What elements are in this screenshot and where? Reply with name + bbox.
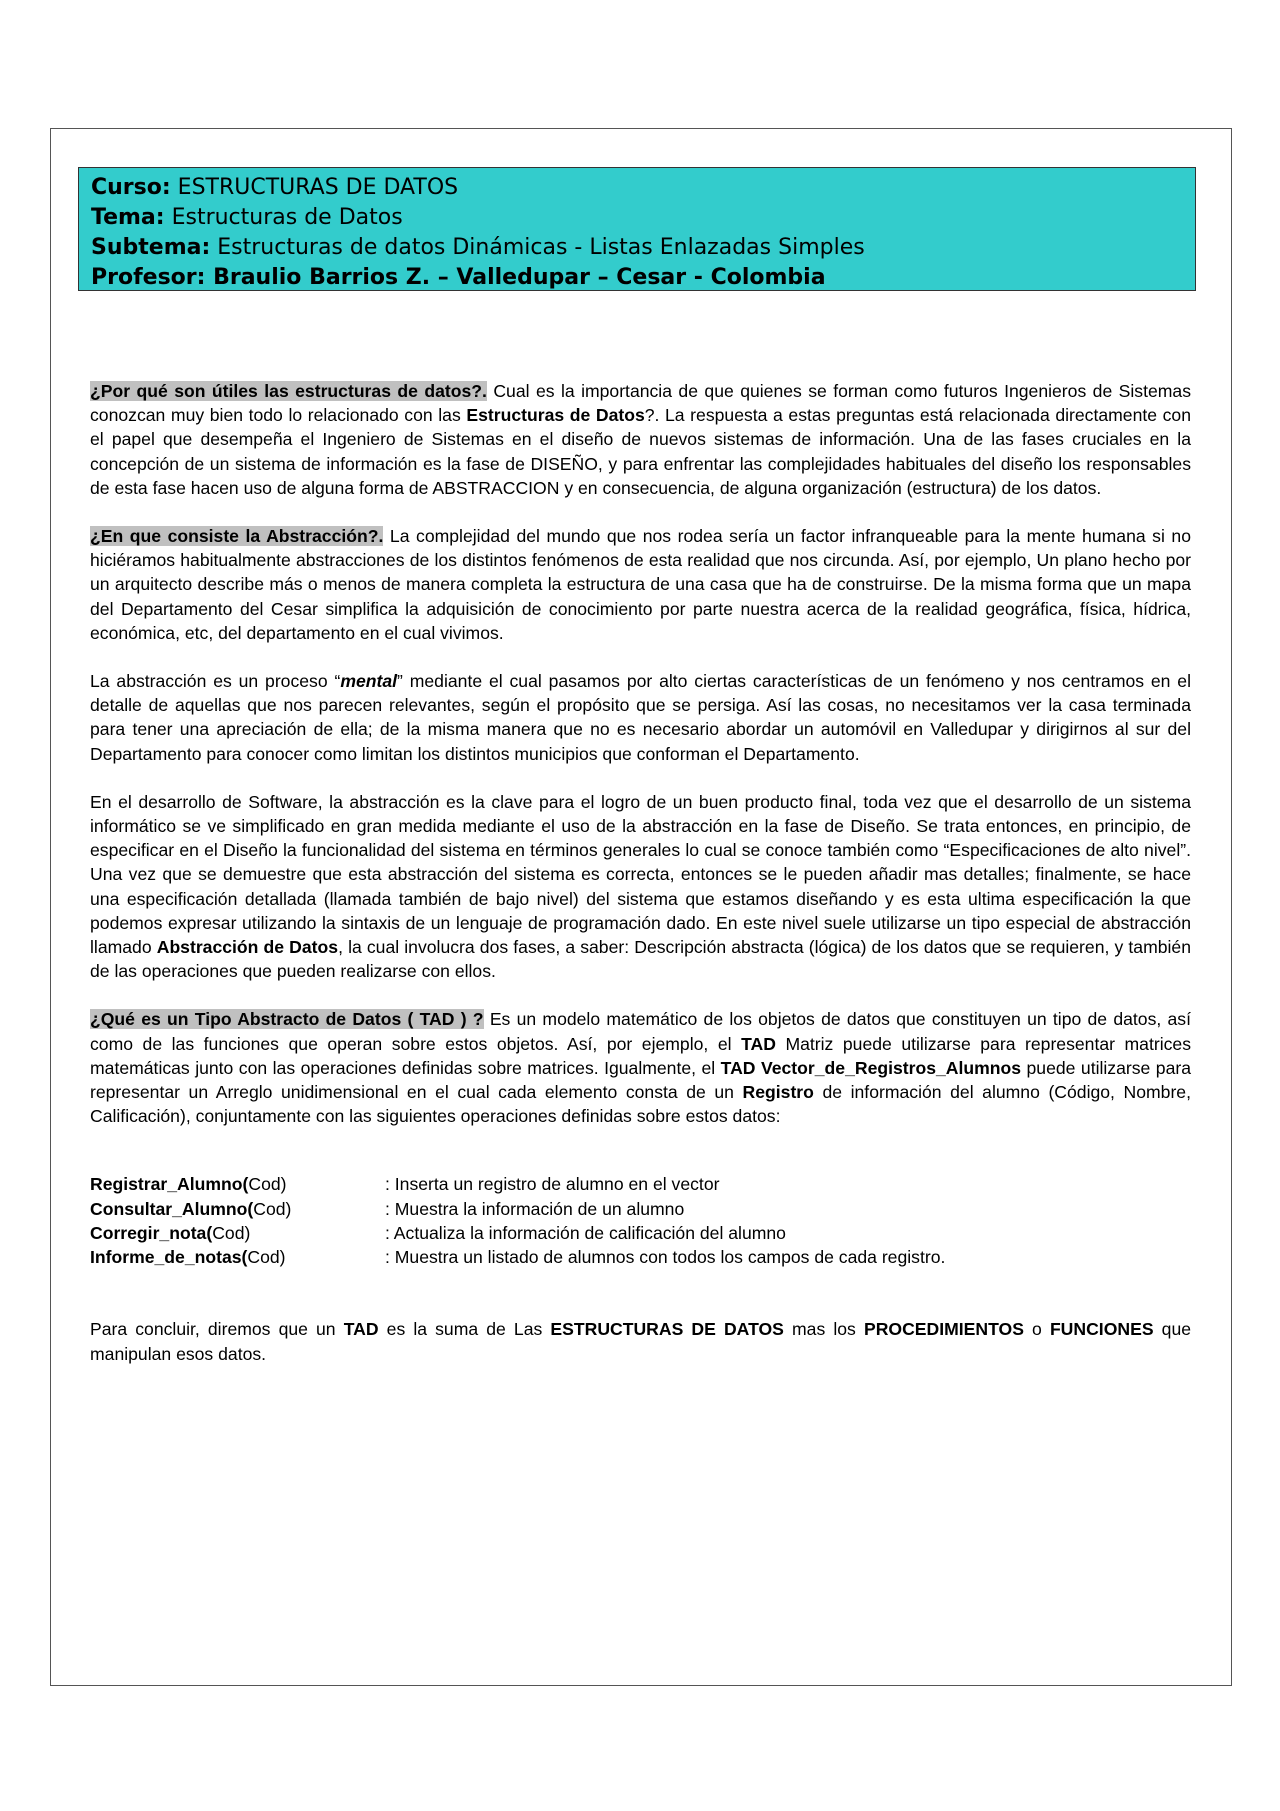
bold-term: Abstracción de Datos [156, 937, 339, 958]
operation-arg: Cod) [212, 1222, 251, 1243]
bold-term: TAD [741, 1033, 776, 1054]
question-highlight: ¿Por qué son útiles las estructuras de datos?. [90, 381, 487, 401]
question-highlight: ¿Qué es un Tipo Abstracto de Datos ( TAD ) ? [90, 1009, 484, 1030]
topic-row [91, 203, 1183, 233]
topic-value: Estructuras de Datos [171, 205, 403, 230]
subtopic-row [91, 233, 1183, 263]
operation-name: Registrar_Alumno( [90, 1174, 249, 1195]
paragraph-conclusion [90, 1317, 1191, 1365]
paragraph-text: La complejidad del mundo que nos rodea sería un factor infranqueable para la mente humana si no hiciéramos habitualmente abstracciones de los distintos fenómenos de esta realidad que nos circunda. Así, por ejemplo, Un plano hecho por un arquitecto describe más o menos de manera completa la estructura de una casa que ha de construirse. De la misma forma que un mapa del Departamento del Cesar simplifica la adquisición de conocimiento por parte nuestra acerca de la realidad geográfica, física, hídrica, económica, etc, del departamento en el cual vivimos. [90, 526, 1191, 643]
bold-term: ESTRUCTURAS DE DATOS [550, 1319, 784, 1340]
paragraph-text: que manipulan esos datos. [90, 1319, 1192, 1364]
course-label: Curso: [91, 175, 171, 200]
bold-term: PROCEDIMIENTOS [863, 1319, 1024, 1340]
operations-list [90, 1172, 1191, 1269]
operation-name: Corregir_nota( [90, 1222, 213, 1243]
subtopic-value: Estructuras de datos Dinámicas - Listas Enlazadas Simples [217, 235, 865, 260]
operation-description: : Muestra la información de un alumno [385, 1198, 685, 1219]
paragraph-text: Matriz puede utilizarse para representar matrices matemáticas junto con las operaciones definidas sobre matrices. Igualmente, el [90, 1033, 1191, 1078]
paragraph-text: Cual es la importancia de que quienes se forman como futuros Ingenieros de Sistemas conozcan muy bien todo lo relacionado con las [90, 381, 1191, 426]
professor-line: Profesor: Braulio Barrios Z. – Valledupar – Cesar - Colombia [91, 265, 826, 290]
paragraph-text: En el desarrollo de Software, la abstracción es la clave para el logro de un buen producto final, toda vez que el desarrollo de un sistema informático se ve simplificado en gran medida mediante el uso de la abstracción en la fase de Diseño. Se trata entonces, en principio, de especificar en el Diseño la funcionalidad del sistema en términos generales lo cual se conoce también como “Especificaciones de alto nivel”. Una vez que se demuestre que esta abstracción del sistema es correcta, entonces se le pueden añadir mas detalles; finalmente, se hace una especificación detallada (llamada también de bajo nivel) del sistema que estamos diseñando y es esta ultima especificación la que podemos expresar utilizando la sintaxis de un lenguaje de programación dado. En este nivel suele utilizarse un tipo especial de abstracción llamado [90, 791, 1191, 958]
operation-arg: Cod) [253, 1198, 292, 1219]
paragraph-why-data-structures [90, 379, 1191, 500]
paragraph-text: ?. La respuesta a estas preguntas está relacionada directamente con el papel que desempeña el Ingeniero de Sistemas en el diseño de nuevos sistemas de información. Una de las fases cruciales en la concepción de un sistema de información es la fase de DISEÑO, y para enfrentar las complejidades habituales del diseño los responsables de esta fase hacen uso de alguna forma de ABSTRACCION y en consecuencia, de alguna organización (estructura) de los datos. [90, 405, 1192, 498]
operation-row [90, 1197, 1191, 1221]
paragraph-text: Es un modelo matemático de los objetos de datos que constituyen un tipo de datos, así como de las funciones que operan sobre estos objetos. Así, por ejemplo, el [90, 1009, 1191, 1054]
paragraph-software-abstraction [90, 790, 1191, 984]
operation-description: : Muestra un listado de alumnos con todos los campos de cada registro. [385, 1247, 946, 1268]
paragraph-tad-definition [90, 1007, 1191, 1128]
operation-row [90, 1221, 1191, 1245]
question-highlight: ¿En que consiste la Abstracción?. [90, 526, 384, 547]
operation-name: Consultar_Alumno( [90, 1198, 254, 1219]
bold-term: Registro [742, 1082, 814, 1103]
operation-name: Informe_de_notas( [90, 1247, 248, 1268]
paragraph-text: puede utilizarse para representar un Arreglo unidimensional en el cual cada elemento consta de un [90, 1057, 1192, 1103]
paragraph-text: mas los [783, 1319, 864, 1340]
topic-label: Tema: [91, 205, 165, 230]
course-header [78, 167, 1196, 291]
paragraph-text: o [1023, 1319, 1050, 1340]
paragraph-text: Para concluir, diremos que un [90, 1319, 344, 1340]
paragraph-text: ” mediante el cual pasamos por alto ciertas características de un fenómeno y nos centramos en el detalle de aquellas que nos parecen relevantes, según el propósito que se persiga. Así las cosas, no necesitamos ver la casa terminada para tener una apreciación de ella; de la misma manera que no es necesario abordar un automóvil en Valledupar y dirigirnos al sur del Departamento para conocer como limitan los distintos municipios que conforman el Departamento. [90, 671, 1191, 764]
paragraph-text: es la suma de Las [378, 1319, 551, 1340]
operation-arg: Cod) [248, 1174, 287, 1195]
operation-row [90, 1245, 1191, 1269]
paragraph-text: de información del alumno (Código, Nombre, Calificación), conjuntamente con las siguientes operaciones definidas sobre estos datos: [90, 1082, 1191, 1127]
paragraph-mental-process [90, 669, 1191, 766]
subtopic-label: Subtema: [91, 235, 211, 260]
course-value: ESTRUCTURAS DE DATOS [177, 175, 459, 200]
operation-description: : Actualiza la información de calificación del alumno [385, 1222, 786, 1243]
operation-arg: Cod) [247, 1247, 286, 1268]
document-body [90, 379, 1191, 1383]
paragraph-text: La abstracción es un proceso “ [90, 671, 341, 692]
bold-term: FUNCIONES [1049, 1319, 1154, 1340]
paragraph-abstraction [90, 524, 1191, 645]
bold-term: TAD [343, 1319, 379, 1340]
emphasis-term: mental [340, 671, 398, 692]
paragraph-text: , la cual involucra dos fases, a saber: Descripción abstracta (lógica) de los datos que se requieren, y también de las operaciones que pueden realizarse con ellos. [90, 937, 1191, 982]
operation-row [90, 1172, 1191, 1196]
bold-term: TAD Vector_de_Registros_Alumnos [720, 1057, 1022, 1078]
bold-term: Estructuras de Datos [466, 405, 645, 426]
course-row [91, 173, 1183, 203]
page-frame [50, 128, 1232, 1686]
operation-description: : Inserta un registro de alumno en el vector [385, 1174, 720, 1195]
